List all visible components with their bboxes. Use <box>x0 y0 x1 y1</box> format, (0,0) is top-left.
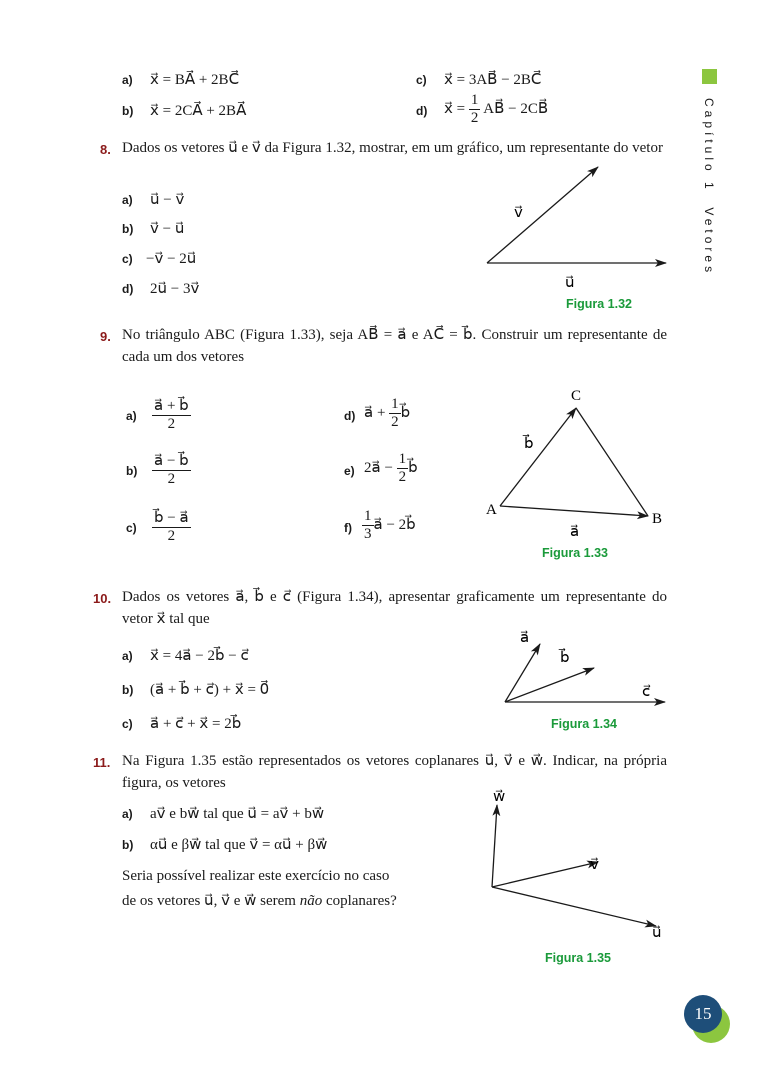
figure-1-33-caption: Figura 1.33 <box>542 546 608 560</box>
ex9-a-label: a) <box>126 409 137 423</box>
ex9-c-expr: $\frac{b⃗ - a⃗}{2}$ <box>154 510 189 544</box>
ex9-c-label: c) <box>126 521 137 535</box>
ex9-e-expr: 2a⃗ − $\frac{1}{2}$ b⃗ <box>364 451 418 485</box>
vector-b-arrow <box>505 668 594 702</box>
vector-c-label: c⃗ <box>642 684 651 700</box>
ex9-b-expr: $\frac{a⃗ - b⃗}{2}$ <box>154 453 189 487</box>
page-number: 15 <box>694 1004 712 1023</box>
ex10-b-label: b) <box>122 683 134 697</box>
vector-b-label: b⃗ <box>524 436 534 452</box>
ex9-a-expr: $\frac{a⃗ + b⃗}{2}$ <box>154 398 189 432</box>
ex10-c-label: c) <box>122 717 133 731</box>
ex8-d-expr: 2u⃗ − 3v⃗ <box>150 281 200 297</box>
ex9-d-expr: a⃗ + $\frac{1}{2}$ b⃗ <box>364 396 411 430</box>
figure-1-32-caption: Figura 1.32 <box>566 297 632 311</box>
ex9-f-expr: $\frac{1}{3}$ a⃗ − 2b⃗ <box>364 508 416 542</box>
ex7-a-expr: x⃗ = BA⃗ + 2BC⃗ <box>150 72 240 88</box>
ex7-c-label: c) <box>416 73 427 87</box>
ex8-a-label: a) <box>122 193 133 207</box>
ex11-text: Na Figura 1.35 estão representados os vetores coplanares u⃗, v⃗ e w⃗. Indicar, na própria figura, os vetores <box>122 753 667 791</box>
ex10-text: Dados os vetores a⃗, b⃗ e c⃗ (Figura 1.34), apresentar graficamente um representante do vetor x⃗ tal que <box>122 589 667 627</box>
vector-u-label: u⃗ <box>565 275 575 290</box>
ex10-c-expr: a⃗ + c⃗ + x⃗ = 2b⃗ <box>150 716 242 732</box>
ex7-d-label: d) <box>416 104 428 118</box>
ex11-a-expr: av⃗ e bw⃗ tal que u⃗ = av⃗ + bw⃗ <box>150 806 325 822</box>
figure-1-34 <box>490 622 675 717</box>
ex8-d-label: d) <box>122 282 134 296</box>
vertex-B: B <box>652 511 663 527</box>
ex11-b-expr: αu⃗ e βw⃗ tal que v⃗ = αu⃗ + βw⃗ <box>150 837 328 853</box>
ex8-c-label: c) <box>122 252 133 266</box>
vector-v-arrow <box>487 167 598 263</box>
ex9-b-label: b) <box>126 464 138 478</box>
side-AB-arrow <box>500 506 648 516</box>
vector-v-label: v⃗ <box>590 857 599 873</box>
figure-1-35 <box>480 785 680 945</box>
vector-u-arrow <box>492 887 656 926</box>
chapter-title: Capítulo 1 Vetores <box>702 98 716 277</box>
ex10-number: 10. <box>93 591 112 606</box>
ex11-number: 11. <box>93 755 111 770</box>
ex7-d-rest: AB⃗ − 2CB⃗ <box>483 100 549 117</box>
chapter-marker <box>702 69 717 84</box>
page-number-badge <box>684 995 722 1033</box>
vector-a-label: a⃗ <box>570 524 580 540</box>
side-AC-arrow <box>500 408 576 506</box>
vector-u-label: u⃗ <box>652 925 662 941</box>
ex8-number: 8. <box>100 142 111 157</box>
ex7-a-label: a) <box>122 73 133 87</box>
vector-b-label: b⃗ <box>560 650 570 666</box>
ex7-b-expr: x⃗ = 2CA⃗ + 2BA⃗ <box>150 103 247 119</box>
ex9-d-label: d) <box>344 409 356 423</box>
ex7-b-label: b) <box>122 104 134 118</box>
ex11-a-label: a) <box>122 807 133 821</box>
vector-a-arrow <box>505 644 540 702</box>
vector-v-arrow <box>492 862 598 887</box>
ex7-d-lhs: x⃗ = <box>444 100 466 117</box>
ex8-a-expr: u⃗ − v⃗ <box>150 192 185 208</box>
ex8-b-expr: v⃗ − u⃗ <box>150 221 185 237</box>
figure-1-32 <box>470 155 680 290</box>
figure-1-35-caption: Figura 1.35 <box>545 951 611 965</box>
vector-v-label: v⃗ <box>514 205 523 221</box>
ex7-d-fraction: $\frac{1}{2}$ <box>470 92 479 126</box>
vector-a-label: a⃗ <box>520 630 530 646</box>
ex7-d-expr <box>444 92 548 127</box>
vertex-C: C <box>571 388 582 404</box>
figure-1-34-caption: Figura 1.34 <box>551 717 617 731</box>
ex11-question-line1: Seria possível realizar este exercício no caso <box>122 868 390 884</box>
vector-w-label: w⃗ <box>493 789 506 805</box>
ex9-number: 9. <box>100 329 111 344</box>
side-CB <box>576 408 648 516</box>
ex10-b-expr: (a⃗ + b⃗ + c⃗) + x⃗ = 0⃗ <box>150 682 270 698</box>
ex8-text: Dados os vetores u⃗ e v⃗ da Figura 1.32, mostrar, em um gráfico, um representante do vetor <box>122 140 663 156</box>
figure-1-33 <box>480 380 680 545</box>
ex10-a-label: a) <box>122 649 133 663</box>
ex11-b-label: b) <box>122 838 134 852</box>
ex7-c-expr: x⃗ = 3AB⃗ − 2BC⃗ <box>444 72 542 88</box>
ex9-f-label: f) <box>344 521 352 535</box>
ex10-a-expr: x⃗ = 4a⃗ − 2b⃗ − c⃗ <box>150 648 249 664</box>
vertex-A: A <box>486 502 497 518</box>
vector-w-arrow <box>492 805 497 887</box>
ex11-question-line2: de os vetores u⃗, v⃗ e w⃗ serem não coplanares? <box>122 893 397 909</box>
ex8-c-expr: −v⃗ − 2u⃗ <box>146 251 197 267</box>
ex9-e-label: e) <box>344 464 355 478</box>
ex8-b-label: b) <box>122 222 134 236</box>
ex9-text: No triângulo ABC (Figura 1.33), seja AB⃗ = a⃗ e AC⃗ = b⃗. Construir um representante de cada um dos vetores <box>122 327 667 365</box>
